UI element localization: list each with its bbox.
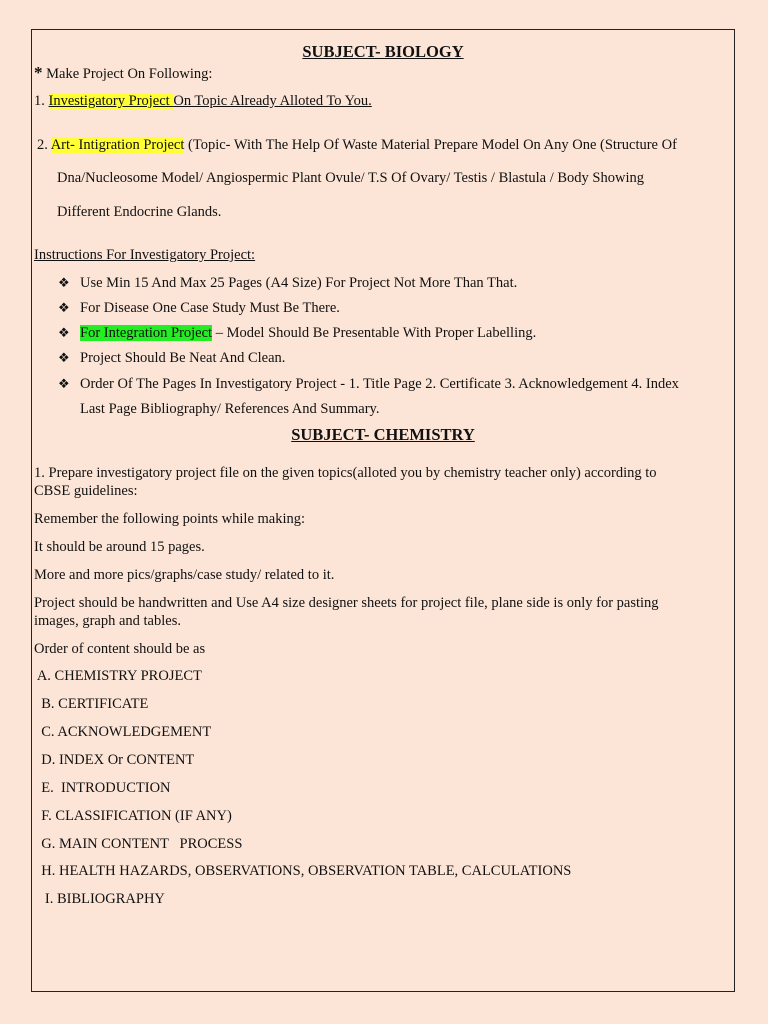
bullet-item-1: Use Min 15 And Max 25 Pages (A4 Size) For Project Not More Than That. xyxy=(80,275,518,291)
chemistry-handwritten-line2: images, graph and tables. xyxy=(34,613,181,629)
chemistry-pics: More and more pics/graphs/case study/ related to it. xyxy=(34,567,335,583)
bullet-item-4: Project Should Be Neat And Clean. xyxy=(80,350,286,366)
chemistry-para1-line2: CBSE guidelines: xyxy=(34,483,138,499)
bullet-item-5-line2: Last Page Bibliography/ References And Summary. xyxy=(80,401,380,417)
bullet-item-3 xyxy=(80,324,536,342)
biology-item-1 xyxy=(34,92,372,110)
content-item-b: B. CERTIFICATE xyxy=(34,696,149,712)
biology-title: SUBJECT- BIOLOGY xyxy=(302,42,464,61)
item2-text: (Topic- With The Help Of Waste Material Prepare Model On Any One (Structure Of xyxy=(184,137,677,153)
bullet-item-2: For Disease One Case Study Must Be There. xyxy=(80,300,340,316)
biology-item-2-line3: Different Endocrine Glands. xyxy=(57,204,222,220)
item1-text: On Topic Already Alloted To You. xyxy=(173,93,372,109)
item2-number: 2. xyxy=(37,137,51,153)
instructions-heading: Instructions For Investigatory Project: xyxy=(34,247,256,263)
chemistry-handwritten-line1: Project should be handwritten and Use A4 size designer sheets for project file, plane side is only for pasting xyxy=(34,595,659,611)
item2-highlight: Art- Intigration Project xyxy=(50,137,185,153)
content-item-d: D. INDEX Or CONTENT xyxy=(34,752,195,768)
content-item-f: F. CLASSIFICATION (IF ANY) xyxy=(34,808,232,824)
chemistry-remember: Remember the following points while making: xyxy=(34,511,306,527)
biology-item-2-line1 xyxy=(37,136,677,154)
biology-intro xyxy=(34,64,212,83)
bullet-icon: ❖ xyxy=(58,376,70,391)
item1-highlight: Investigatory Project xyxy=(48,93,174,109)
bullet-icon: ❖ xyxy=(58,350,70,365)
bullet-icon: ❖ xyxy=(58,325,70,340)
chemistry-para1-line1: 1. Prepare investigatory project file on the given topics(alloted you by chemistry teacher only) according to xyxy=(34,465,657,481)
chemistry-pages: It should be around 15 pages. xyxy=(34,539,205,555)
bullet3-text: – Model Should Be Presentable With Proper Labelling. xyxy=(212,325,537,341)
biology-item-2-line2: Dna/Nucleosome Model/ Angiospermic Plant Ovule/ T.S Of Ovary/ Testis / Blastula / Body Showing xyxy=(57,170,644,186)
bullet3-highlight: For Integration Project xyxy=(80,325,213,341)
chemistry-title: SUBJECT- CHEMISTRY xyxy=(291,425,475,444)
bullet-icon: ❖ xyxy=(58,300,70,315)
document-page xyxy=(31,29,735,992)
content-item-c: C. ACKNOWLEDGEMENT xyxy=(34,724,212,740)
content-item-h: H. HEALTH HAZARDS, OBSERVATIONS, OBSERVATION TABLE, CALCULATIONS xyxy=(34,863,572,879)
item1-number: 1. xyxy=(34,93,49,109)
content-item-e: E. INTRODUCTION xyxy=(34,780,171,796)
star-marker: * xyxy=(34,63,43,82)
intro-text: Make Project On Following: xyxy=(42,66,213,82)
content-item-a: A. CHEMISTRY PROJECT xyxy=(34,668,202,684)
bullet-item-5: Order Of The Pages In Investigatory Project - 1. Title Page 2. Certificate 3. Acknowledgement 4. Index xyxy=(80,376,679,392)
bullet-icon: ❖ xyxy=(58,275,70,290)
chemistry-order: Order of content should be as xyxy=(34,641,206,657)
content-item-g: G. MAIN CONTENT PROCESS xyxy=(34,836,243,852)
content-item-i: I. BIBLIOGRAPHY xyxy=(34,891,165,907)
